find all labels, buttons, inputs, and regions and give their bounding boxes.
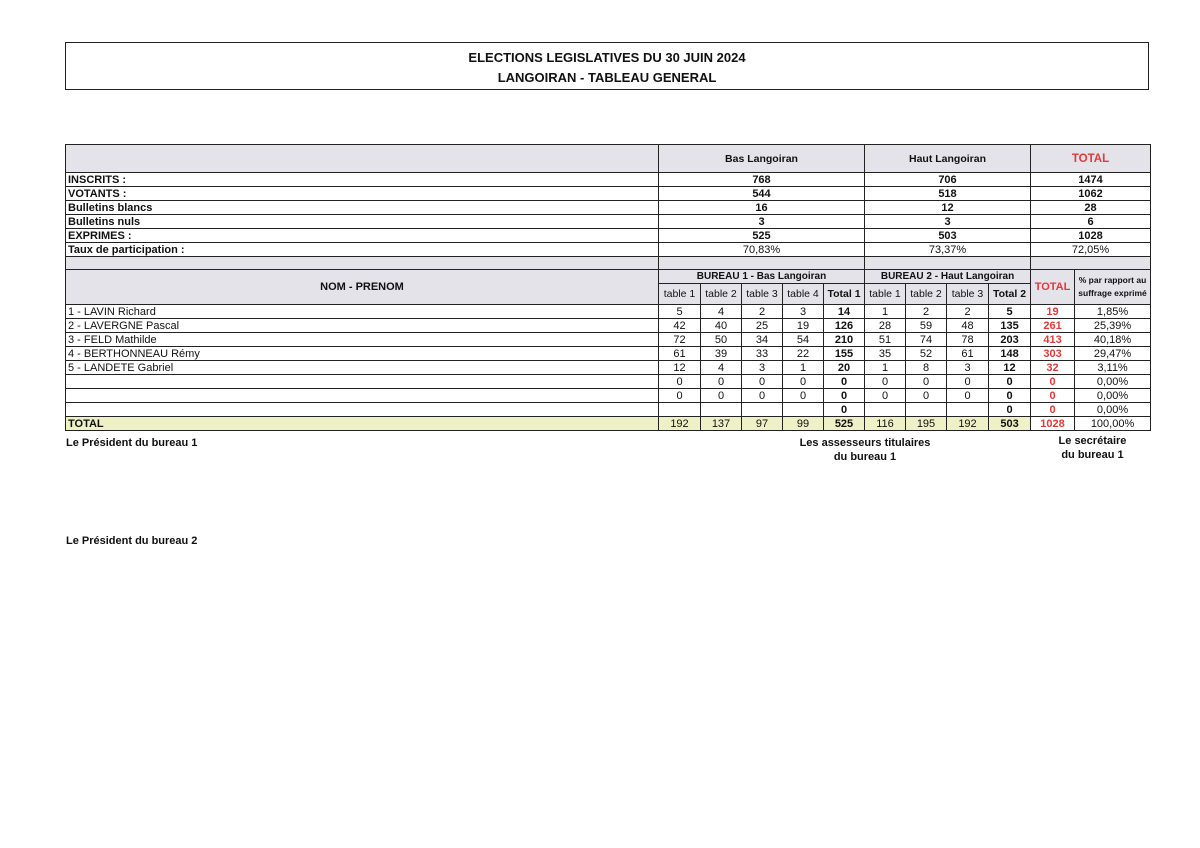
summary-header-blank	[66, 145, 659, 173]
vote-cell: 19	[783, 319, 824, 333]
summary-total-value: 6	[1031, 215, 1151, 229]
candidate-pct: 0,00%	[1075, 375, 1151, 389]
summary-bas-value: 544	[659, 187, 865, 201]
vote-cell: 0	[989, 389, 1031, 403]
vote-cell: 5	[659, 305, 701, 319]
column-header: table 3	[742, 284, 783, 305]
vote-cell: 40	[701, 319, 742, 333]
vote-cell: 0	[659, 375, 701, 389]
vote-cell: 3	[783, 305, 824, 319]
summary-haut-value: 73,37%	[865, 243, 1031, 257]
vote-cell: 12	[659, 361, 701, 375]
vote-cell: 1	[865, 361, 906, 375]
candidate-total: 303	[1031, 347, 1075, 361]
candidate-pct: 29,47%	[1075, 347, 1151, 361]
summary-total-value: 28	[1031, 201, 1151, 215]
results-header-row-1	[66, 270, 1151, 284]
vote-cell: 5	[989, 305, 1031, 319]
total-label: TOTAL	[66, 417, 659, 431]
summary-body	[66, 173, 1151, 257]
vote-cell: 155	[824, 347, 865, 361]
vote-cell	[742, 403, 783, 417]
column-header: Total 1	[824, 284, 865, 305]
assesseurs-line2: du bureau 1	[833, 451, 897, 463]
vote-cell: 12	[989, 361, 1031, 375]
candidate-name	[66, 389, 659, 403]
candidate-row	[66, 333, 1151, 347]
vote-cell: 148	[989, 347, 1031, 361]
spacer-cell	[865, 257, 1031, 270]
vote-cell: 52	[906, 347, 947, 361]
candidate-pct: 40,18%	[1075, 333, 1151, 347]
column-header: table 3	[947, 284, 989, 305]
column-header: table 1	[659, 284, 701, 305]
candidate-name: 4 - BERTHONNEAU Rémy	[66, 347, 659, 361]
vote-cell: 0	[783, 389, 824, 403]
vote-cell: 525	[824, 417, 865, 431]
vote-cell: 78	[947, 333, 989, 347]
vote-cell: 210	[824, 333, 865, 347]
candidate-total: 0	[1031, 375, 1075, 389]
president-bureau2-signature: Le Président du bureau 2	[66, 535, 198, 547]
vote-cell: 137	[701, 417, 742, 431]
vote-cell: 0	[701, 375, 742, 389]
vote-cell: 99	[783, 417, 824, 431]
vote-cell: 28	[865, 319, 906, 333]
candidate-name: 1 - LAVIN Richard	[66, 305, 659, 319]
summary-header-haut: Haut Langoiran	[865, 145, 1031, 173]
vote-cell: 51	[865, 333, 906, 347]
vote-cell: 42	[659, 319, 701, 333]
summary-label: Taux de participation :	[66, 243, 659, 257]
candidate-name: 3 - FELD Mathilde	[66, 333, 659, 347]
vote-cell: 0	[947, 375, 989, 389]
vote-cell: 50	[701, 333, 742, 347]
vote-cell: 54	[783, 333, 824, 347]
nom-prenom-header: NOM - PRENOM	[66, 270, 659, 305]
summary-label: Bulletins blancs	[66, 201, 659, 215]
summary-label: EXPRIMES :	[66, 229, 659, 243]
vote-cell: 33	[742, 347, 783, 361]
vote-cell: 74	[906, 333, 947, 347]
vote-cell: 126	[824, 319, 865, 333]
summary-row	[66, 215, 1151, 229]
summary-haut-value: 503	[865, 229, 1031, 243]
document-subtitle: LANGOIRAN - TABLEAU GENERAL	[497, 70, 717, 85]
vote-cell: 97	[742, 417, 783, 431]
vote-cell: 192	[659, 417, 701, 431]
candidate-pct: 1,85%	[1075, 305, 1151, 319]
secretaire-line1: Le secrétaire	[1058, 435, 1127, 447]
spacer-cell	[659, 257, 865, 270]
vote-cell: 0	[865, 389, 906, 403]
vote-cell: 72	[659, 333, 701, 347]
secretaire-line2: du bureau 1	[1061, 449, 1124, 461]
summary-bas-value: 768	[659, 173, 865, 187]
summary-total-value: 1062	[1031, 187, 1151, 201]
candidate-total: 19	[1031, 305, 1075, 319]
candidate-total: 0	[1031, 389, 1075, 403]
candidate-row	[66, 389, 1151, 403]
column-header: table 4	[783, 284, 824, 305]
column-header: Total 2	[989, 284, 1031, 305]
vote-cell: 0	[865, 375, 906, 389]
secretaire-signature	[1040, 434, 1145, 462]
document-title: ELECTIONS LEGISLATIVES DU 30 JUIN 2024	[468, 50, 746, 65]
vote-cell: 0	[701, 389, 742, 403]
vote-cell: 503	[989, 417, 1031, 431]
summary-row	[66, 187, 1151, 201]
vote-cell: 2	[947, 305, 989, 319]
summary-row	[66, 229, 1151, 243]
candidate-name: 5 - LANDETE Gabriel	[66, 361, 659, 375]
vote-cell: 39	[701, 347, 742, 361]
vote-cell: 203	[989, 333, 1031, 347]
candidate-total: 0	[1031, 403, 1075, 417]
bureau2-header: BUREAU 2 - Haut Langoiran	[865, 270, 1031, 284]
candidate-row	[66, 403, 1151, 417]
vote-cell: 48	[947, 319, 989, 333]
vote-cell: 0	[659, 389, 701, 403]
vote-cell: 0	[906, 375, 947, 389]
vote-cell: 59	[906, 319, 947, 333]
candidate-name	[66, 403, 659, 417]
vote-cell: 0	[783, 375, 824, 389]
candidate-row	[66, 319, 1151, 333]
summary-bas-value: 16	[659, 201, 865, 215]
vote-cell	[906, 403, 947, 417]
vote-cell: 8	[906, 361, 947, 375]
vote-cell: 0	[906, 389, 947, 403]
vote-cell: 4	[701, 305, 742, 319]
vote-cell: 2	[906, 305, 947, 319]
vote-cell: 0	[742, 375, 783, 389]
summary-table	[65, 144, 1151, 270]
summary-total-value: 1028	[1031, 229, 1151, 243]
vote-cell: 61	[947, 347, 989, 361]
vote-cell: 135	[989, 319, 1031, 333]
vote-cell: 25	[742, 319, 783, 333]
vote-cell: 192	[947, 417, 989, 431]
spacer-cell	[66, 257, 659, 270]
summary-bas-value: 70,83%	[659, 243, 865, 257]
summary-row	[66, 173, 1151, 187]
summary-haut-value: 12	[865, 201, 1031, 215]
vote-cell: 0	[824, 375, 865, 389]
summary-bas-value: 525	[659, 229, 865, 243]
summary-header-total: TOTAL	[1031, 145, 1151, 173]
summary-row	[66, 243, 1151, 257]
assesseurs-signature	[790, 436, 940, 464]
candidate-name	[66, 375, 659, 389]
candidate-name: 2 - LAVERGNE Pascal	[66, 319, 659, 333]
vote-cell: 0	[824, 403, 865, 417]
vote-cell: 116	[865, 417, 906, 431]
vote-cell: 3	[947, 361, 989, 375]
bureau1-header: BUREAU 1 - Bas Langoiran	[659, 270, 865, 284]
summary-label: Bulletins nuls	[66, 215, 659, 229]
vote-cell: 0	[989, 403, 1031, 417]
summary-bas-value: 3	[659, 215, 865, 229]
summary-label: VOTANTS :	[66, 187, 659, 201]
candidate-total: 32	[1031, 361, 1075, 375]
vote-cell: 195	[906, 417, 947, 431]
summary-header-bas: Bas Langoiran	[659, 145, 865, 173]
vote-cell: 0	[989, 375, 1031, 389]
vote-cell: 3	[742, 361, 783, 375]
candidate-total: 413	[1031, 333, 1075, 347]
vote-cell: 20	[824, 361, 865, 375]
summary-haut-value: 706	[865, 173, 1031, 187]
assesseurs-line1: Les assesseurs titulaires	[799, 437, 931, 449]
summary-total-value: 72,05%	[1031, 243, 1151, 257]
candidate-pct: 0,00%	[1075, 403, 1151, 417]
vote-cell	[701, 403, 742, 417]
vote-cell: 61	[659, 347, 701, 361]
president-bureau1-signature: Le Président du bureau 1	[66, 437, 198, 449]
results-table	[65, 269, 1151, 431]
vote-cell: 34	[742, 333, 783, 347]
candidate-row	[66, 375, 1151, 389]
candidate-row	[66, 347, 1151, 361]
pct-header: % par rapport au suffrage exprimé	[1075, 270, 1151, 305]
vote-cell	[659, 403, 701, 417]
vote-cell	[783, 403, 824, 417]
vote-cell: 22	[783, 347, 824, 361]
candidate-total: 1028	[1031, 417, 1075, 431]
column-header: table 2	[906, 284, 947, 305]
candidate-pct: 100,00%	[1075, 417, 1151, 431]
column-header: table 1	[865, 284, 906, 305]
candidate-total: 261	[1031, 319, 1075, 333]
vote-cell: 14	[824, 305, 865, 319]
vote-cell: 2	[742, 305, 783, 319]
total-row	[66, 417, 1151, 431]
candidate-pct: 0,00%	[1075, 389, 1151, 403]
vote-cell	[865, 403, 906, 417]
summary-spacer-row	[66, 257, 1151, 270]
vote-cell: 1	[783, 361, 824, 375]
vote-cell: 0	[824, 389, 865, 403]
spacer-cell	[1031, 257, 1151, 270]
results-total-header: TOTAL	[1031, 270, 1075, 305]
summary-row	[66, 201, 1151, 215]
summary-header-row	[66, 145, 1151, 173]
candidate-pct: 3,11%	[1075, 361, 1151, 375]
document-title-box	[65, 42, 1149, 90]
summary-haut-value: 518	[865, 187, 1031, 201]
candidate-row	[66, 361, 1151, 375]
vote-cell: 1	[865, 305, 906, 319]
column-header: table 2	[701, 284, 742, 305]
vote-cell: 0	[742, 389, 783, 403]
vote-cell	[947, 403, 989, 417]
summary-haut-value: 3	[865, 215, 1031, 229]
vote-cell: 35	[865, 347, 906, 361]
results-body	[66, 305, 1151, 431]
summary-label: INSCRITS :	[66, 173, 659, 187]
vote-cell: 4	[701, 361, 742, 375]
candidate-row	[66, 305, 1151, 319]
vote-cell: 0	[947, 389, 989, 403]
summary-total-value: 1474	[1031, 173, 1151, 187]
candidate-pct: 25,39%	[1075, 319, 1151, 333]
